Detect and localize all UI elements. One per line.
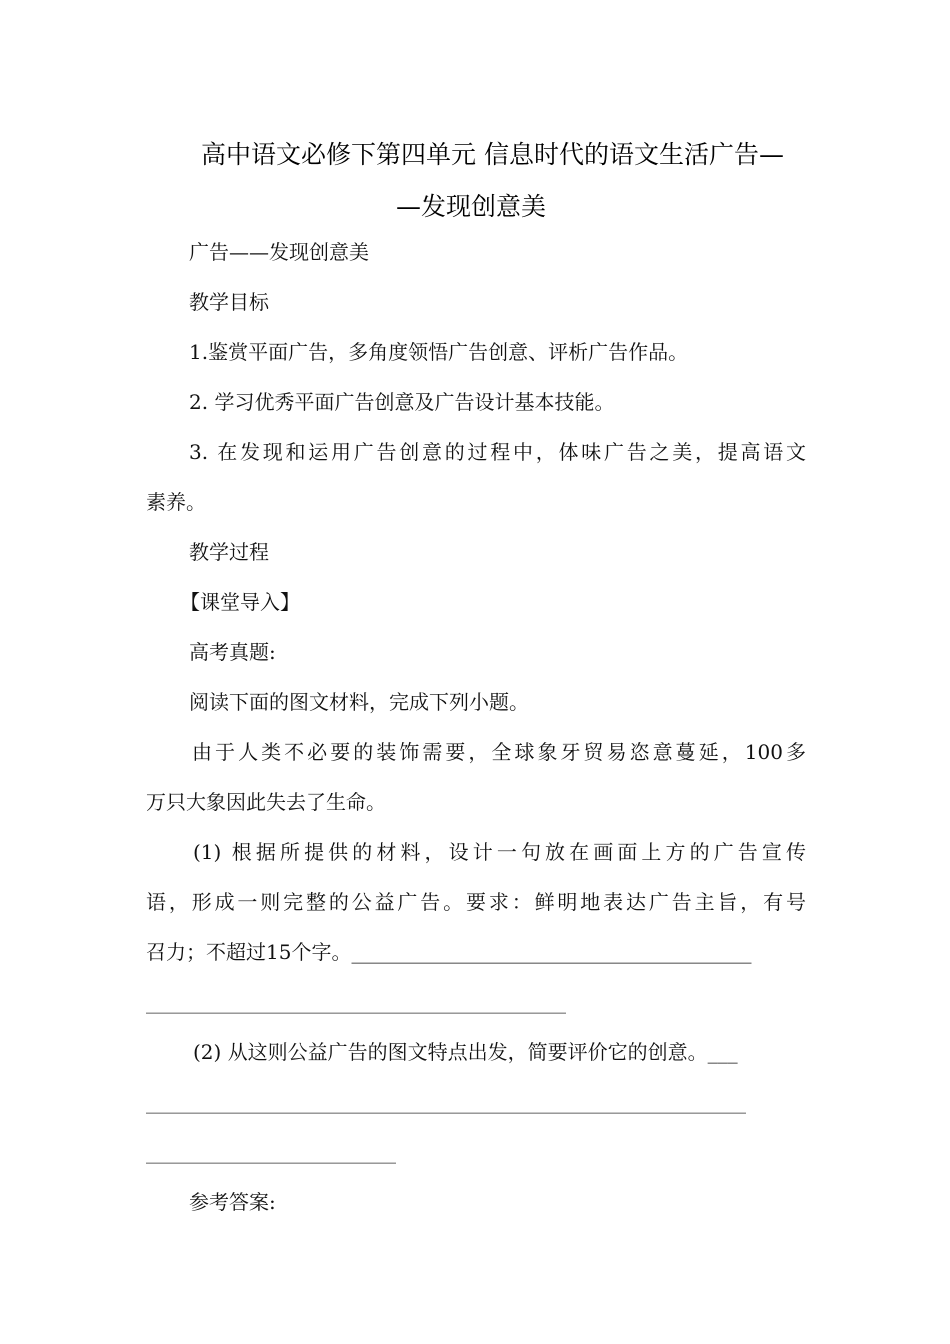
question-2: (2) 从这则公益广告的图文特点出发，简要评价它的创意。___: [193, 1040, 738, 1064]
question-1: (1) 根据所提供的材料，设计一句放在画面上方的广告宣传: [193, 840, 806, 864]
question-2-answer-blank-2: _________________________: [146, 1140, 396, 1164]
section-heading-goals: 教学目标: [189, 290, 269, 314]
question-1-line-3: 召力；不超过15个字。________________________________________: [146, 940, 752, 964]
question-1-answer-blank: __________________________________________: [146, 990, 566, 1014]
answer-heading: 参考答案:: [189, 1190, 276, 1214]
instruction-text: 阅读下面的图文材料，完成下列小题。: [189, 690, 529, 714]
material-text: 由于人类不必要的装饰需要，全球象牙贸易恣意蔓延，100多: [192, 740, 806, 764]
document-title-line-1: 高中语文必修下第四单元 信息时代的语文生活广告—: [201, 140, 784, 169]
section-heading-intro: 【课堂导入】: [180, 590, 300, 614]
exam-label: 高考真题:: [189, 640, 276, 664]
document-title-line-2: —发现创意美: [396, 192, 547, 221]
material-text-continued: 万只大象因此失去了生命。: [146, 790, 386, 814]
goal-item-1: 1.鉴赏平面广告，多角度领悟广告创意、评析广告作品。: [189, 340, 689, 364]
goal-item-2: 2. 学习优秀平面广告创意及广告设计基本技能。: [189, 390, 615, 414]
section-heading-process: 教学过程: [189, 540, 269, 564]
question-1-line-2: 语，形成一则完整的公益广告。要求：鲜明地表达广告主旨，有号: [146, 890, 806, 914]
goal-item-3: 3. 在发现和运用广告创意的过程中，体味广告之美，提高语文: [189, 440, 806, 464]
question-2-answer-blank-1: ____________________________________________________________: [146, 1090, 746, 1114]
subtitle: 广告——发现创意美: [189, 240, 369, 264]
goal-item-3-continued: 素养。: [146, 490, 206, 514]
